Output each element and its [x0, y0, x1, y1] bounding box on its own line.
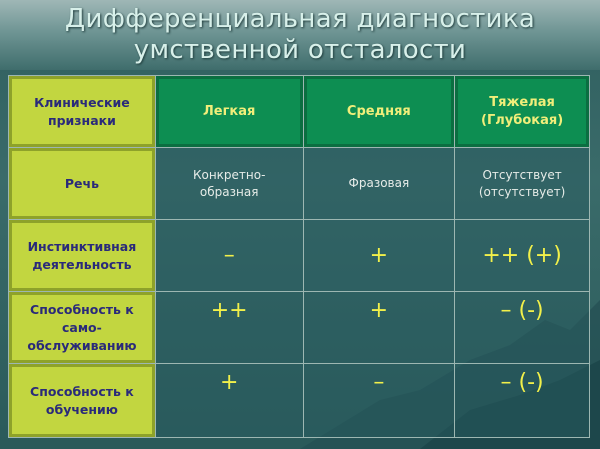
row-label-instinct-line2: деятельность — [32, 256, 132, 272]
header-medium — [303, 76, 455, 148]
cell-self-care-light — [155, 292, 303, 364]
header-clinical-signs-line2: признаки — [47, 112, 116, 128]
row-label-self-care — [9, 292, 156, 364]
table-row — [9, 292, 590, 364]
cell-learning-severe-value: – (-) — [500, 370, 544, 395]
table-row — [9, 148, 590, 220]
cell-speech-severe — [455, 148, 590, 220]
cell-learning-light — [155, 364, 303, 438]
row-label-learning — [9, 364, 156, 438]
header-clinical-signs-line1: Клинические — [34, 94, 130, 110]
cell-speech-medium-text: Фразовая — [348, 176, 410, 190]
row-label-learning-line2: обучению — [45, 401, 118, 417]
row-label-self-care-line2: само- — [62, 319, 102, 335]
cell-instinct-light-value: – — [223, 243, 235, 268]
cell-instinct-severe-value: ++ (+) — [482, 243, 562, 268]
cell-self-care-light-value: ++ — [210, 298, 248, 323]
table-header-row — [9, 76, 590, 148]
cell-instinct-light — [155, 220, 303, 292]
table-row — [9, 220, 590, 292]
header-light — [155, 76, 303, 148]
row-label-speech — [9, 148, 156, 220]
table-row — [9, 364, 590, 438]
slide-title-line1: Дифференциальная диагностика — [64, 4, 536, 34]
cell-learning-medium — [303, 364, 455, 438]
row-label-instinct-line1: Инстинктивная — [27, 238, 137, 254]
header-severe-line1: Тяжелая — [489, 94, 555, 110]
row-label-learning-line1: Способность к — [30, 383, 134, 399]
cell-speech-light-line2: образная — [199, 184, 259, 199]
cell-self-care-severe-value: – (-) — [500, 298, 544, 323]
row-label-instinct — [9, 220, 156, 292]
cell-self-care-medium-value: + — [369, 298, 389, 323]
cell-speech-medium — [303, 148, 455, 220]
slide-title — [0, 4, 600, 66]
cell-self-care-medium — [303, 292, 455, 364]
cell-learning-severe — [455, 364, 590, 438]
row-label-speech-text: Речь — [64, 175, 99, 191]
cell-learning-light-value: + — [219, 370, 239, 395]
header-severe-line2: (Глубокая) — [481, 112, 564, 128]
diagnosis-table — [8, 75, 590, 438]
row-label-self-care-line3: обслуживанию — [27, 337, 137, 353]
cell-learning-medium-value: – — [373, 370, 385, 395]
slide-title-line2: умственной отсталости — [133, 35, 467, 65]
cell-instinct-medium-value: + — [369, 243, 389, 268]
header-medium-label: Средняя — [346, 103, 411, 119]
row-label-self-care-line1: Способность к — [30, 301, 134, 317]
header-severe — [455, 76, 590, 148]
cell-instinct-medium — [303, 220, 455, 292]
header-clinical-signs — [9, 76, 156, 148]
cell-self-care-severe — [455, 292, 590, 364]
cell-instinct-severe — [455, 220, 590, 292]
cell-speech-severe-line1: Отсутствует — [482, 167, 562, 182]
cell-speech-light-line1: Конкретно- — [192, 167, 266, 182]
cell-speech-severe-line2: (отсутствует) — [478, 184, 566, 199]
header-light-label: Легкая — [203, 103, 256, 119]
cell-speech-light — [155, 148, 303, 220]
